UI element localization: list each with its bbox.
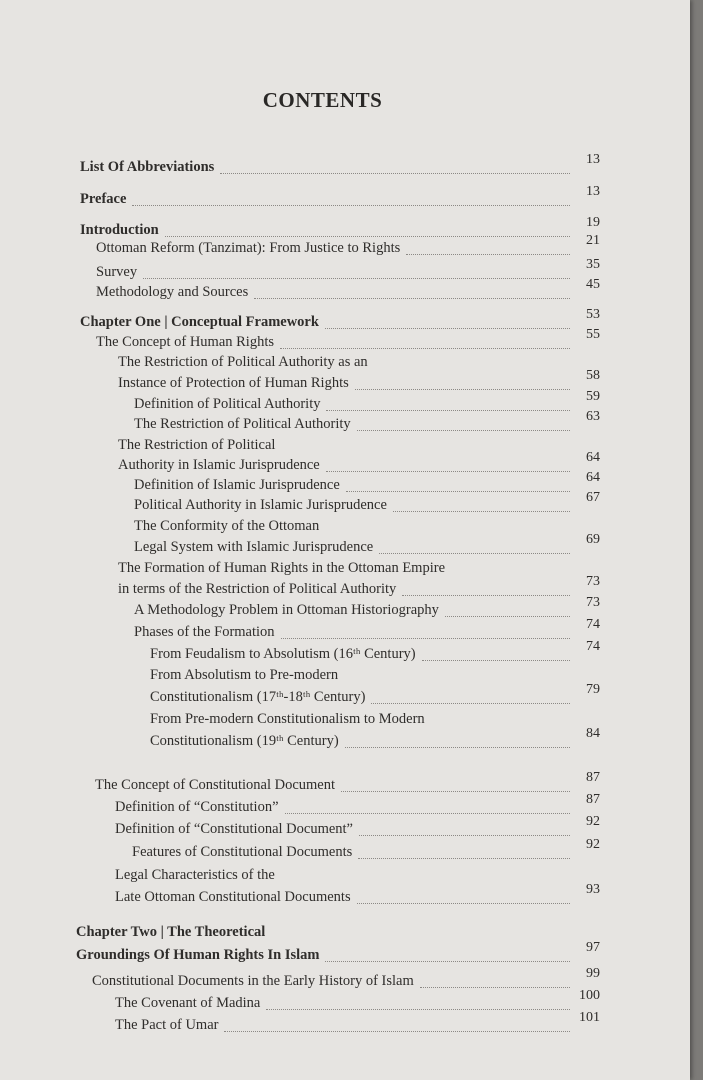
toc-entry-title: Survey	[96, 264, 138, 280]
toc-page-number: 64	[586, 450, 600, 465]
toc-entry-title: Chapter Two | The Theoretical	[76, 924, 266, 940]
toc-entry-title: The Conformity of the Ottoman	[134, 518, 320, 534]
toc-page-number: 64	[586, 470, 600, 485]
toc-page-number: 55	[586, 327, 600, 342]
dot-leader	[281, 638, 570, 639]
toc-entry-title: Legal System with Islamic Jurisprudence	[134, 539, 374, 555]
dot-leader	[165, 236, 570, 237]
dot-leader	[326, 471, 570, 472]
toc-entry-title: Definition of Political Authority	[134, 396, 321, 412]
dot-leader	[420, 987, 570, 988]
toc-entry-title: Methodology and Sources	[96, 284, 249, 300]
toc-entry-title: Groundings Of Human Rights In Islam	[76, 947, 320, 963]
dot-leader	[359, 835, 570, 836]
toc-page-number: 97	[586, 940, 600, 955]
dot-leader	[379, 553, 570, 554]
toc-entry-title: The Formation of Human Rights in the Ottoman Empire	[118, 560, 446, 576]
toc-entry-title: Phases of the Formation	[134, 624, 275, 640]
dot-leader	[132, 205, 570, 206]
dot-leader	[358, 858, 570, 859]
toc-entry-title: Ottoman Reform (Tanzimat): From Justice to Rights	[96, 240, 401, 256]
dot-leader	[357, 903, 570, 904]
dot-leader	[285, 813, 570, 814]
toc-page-number: 93	[586, 882, 600, 897]
dot-leader	[422, 660, 570, 661]
toc-page-number: 13	[586, 152, 600, 167]
toc-page-number: 92	[586, 814, 600, 829]
toc-entry-title: Preface	[80, 191, 127, 207]
toc-entry-title: From Feudalism to Absolutism (16ᵗʰ Century)	[150, 646, 416, 662]
toc-entry-title: The Restriction of Political Authority as an	[118, 354, 368, 370]
toc-entry-title: Constitutional Documents in the Early History of Islam	[92, 973, 414, 989]
dot-leader	[345, 747, 570, 748]
toc-page-number: 73	[586, 574, 600, 589]
dot-leader	[355, 389, 570, 390]
toc-entry-title: From Absolutism to Pre-modern	[150, 667, 339, 683]
dot-leader	[143, 278, 570, 279]
toc-page-number: 63	[586, 409, 600, 424]
dot-leader	[325, 328, 570, 329]
toc-entry-title: Features of Constitutional Documents	[132, 844, 353, 860]
toc-entry-title: Instance of Protection of Human Rights	[118, 375, 349, 391]
toc-page-number: 58	[586, 368, 600, 383]
dot-leader	[224, 1031, 570, 1032]
toc-page-number: 21	[586, 233, 600, 248]
toc-entry-title: The Concept of Human Rights	[96, 334, 275, 350]
dot-leader	[371, 703, 570, 704]
dot-leader	[220, 173, 570, 174]
toc-page-number: 79	[586, 682, 600, 697]
dot-leader	[445, 616, 570, 617]
toc-entry-title: Definition of “Constitutional Document”	[115, 821, 353, 837]
toc-page-number: 45	[586, 277, 600, 292]
toc-entry-title: The Pact of Umar	[115, 1017, 219, 1033]
toc-page-number: 74	[586, 617, 600, 632]
toc-page-number: 87	[586, 792, 600, 807]
toc-page-number: 53	[586, 307, 600, 322]
toc-page-number: 101	[579, 1010, 600, 1025]
toc-entry-title: Definition of Islamic Jurisprudence	[134, 477, 340, 493]
toc-entry-title: The Restriction of Political Authority	[134, 416, 351, 432]
toc-entry-title: The Restriction of Political	[118, 437, 276, 453]
toc-entry-title: The Covenant of Madina	[115, 995, 261, 1011]
toc-page-number: 67	[586, 490, 600, 505]
toc-page-number: 84	[586, 726, 600, 741]
toc-page-number: 59	[586, 389, 600, 404]
toc-entry-title: in terms of the Restriction of Political Authority	[118, 581, 397, 597]
dot-leader	[280, 348, 570, 349]
dot-leader	[254, 298, 570, 299]
dot-leader	[326, 410, 570, 411]
dot-leader	[357, 430, 570, 431]
toc-entry-title: Constitutionalism (17ᵗʰ-18ᵗʰ Century)	[150, 689, 366, 705]
toc-page-number: 73	[586, 595, 600, 610]
toc-entry-title: Late Ottoman Constitutional Documents	[115, 889, 351, 905]
toc-entry-title: The Concept of Constitutional Document	[95, 777, 336, 793]
dot-leader	[406, 254, 570, 255]
dot-leader	[402, 595, 570, 596]
toc-page-number: 92	[586, 837, 600, 852]
toc-entry-title: Authority in Islamic Jurisprudence	[118, 457, 320, 473]
toc-entry-title: Introduction	[80, 222, 159, 238]
toc-page-number: 69	[586, 532, 600, 547]
toc-entry-title: Constitutionalism (19ᵗʰ Century)	[150, 733, 339, 749]
toc-page-number: 74	[586, 639, 600, 654]
toc-page-number: 99	[586, 966, 600, 981]
dot-leader	[341, 791, 570, 792]
toc-entry-title: Definition of “Constitution”	[115, 799, 279, 815]
dot-leader	[325, 961, 570, 962]
toc-page-number: 100	[579, 988, 600, 1003]
toc-page-number: 13	[586, 184, 600, 199]
toc-entry-title: A Methodology Problem in Ottoman Historiography	[134, 602, 439, 618]
dot-leader	[266, 1009, 570, 1010]
dot-leader	[393, 511, 570, 512]
toc-page-number: 19	[586, 215, 600, 230]
toc-page-number: 35	[586, 257, 600, 272]
toc-entry-title: Political Authority in Islamic Jurisprudence	[134, 497, 387, 513]
toc-entry-title: List Of Abbreviations	[80, 159, 215, 175]
toc-entry-title: Legal Characteristics of the	[115, 867, 275, 883]
dot-leader	[346, 491, 570, 492]
toc-page-number: 87	[586, 770, 600, 785]
toc-entry-title: Chapter One | Conceptual Framework	[80, 314, 319, 330]
toc-entry-title: From Pre-modern Constitutionalism to Modern	[150, 711, 425, 727]
contents-heading: CONTENTS	[262, 88, 383, 112]
